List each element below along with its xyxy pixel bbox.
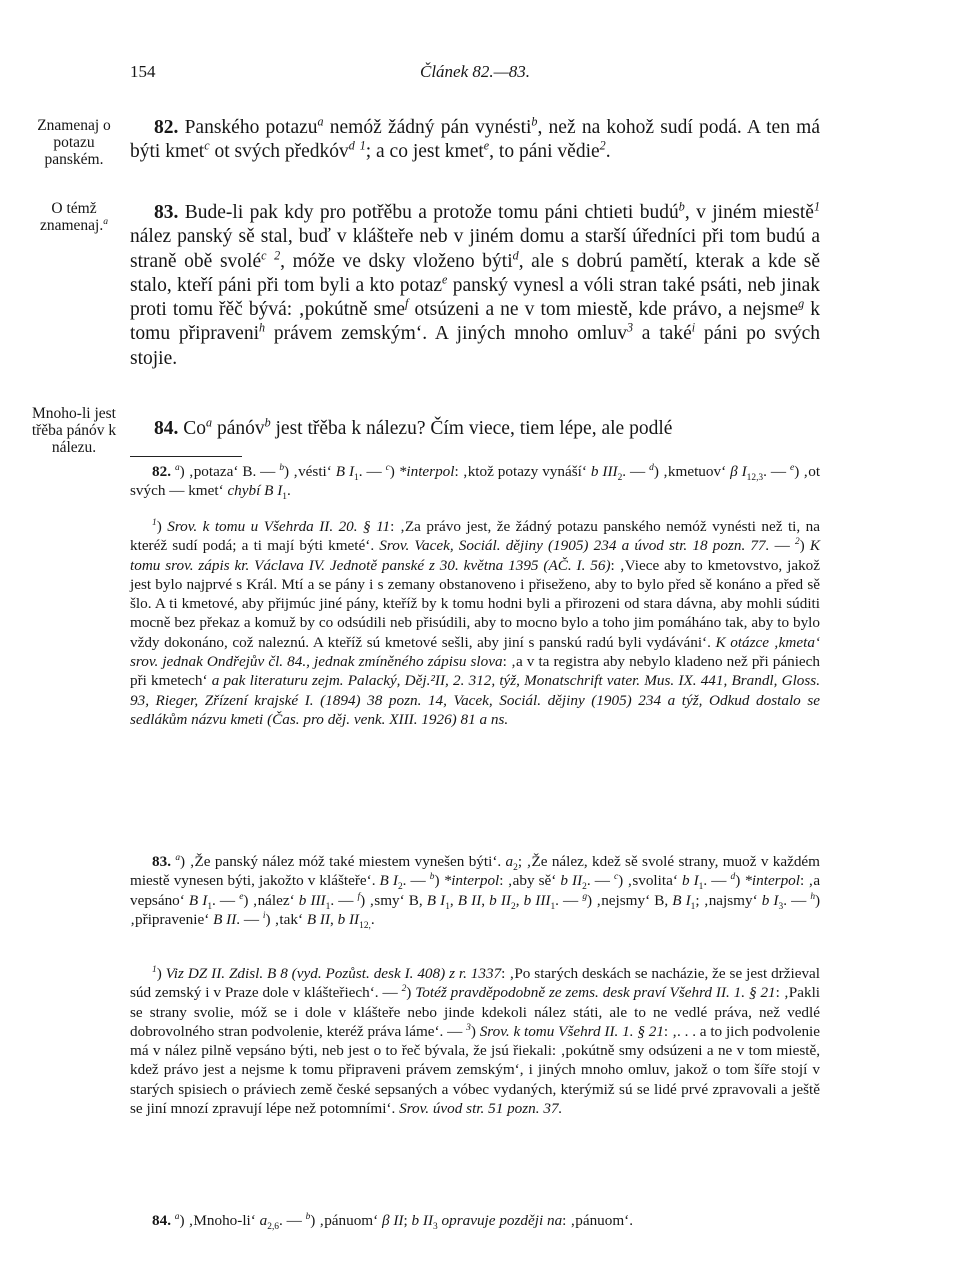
variant-mark: a — [174, 462, 180, 473]
variant-mark: b — [264, 415, 271, 430]
siglum-sub: 2 — [513, 863, 518, 874]
variant-text: ) ‚ot svých — kmet‘ — [130, 463, 821, 500]
footnote-mark: 3 — [466, 1022, 471, 1033]
variant-text: . — [286, 482, 291, 500]
siglum-sub: 2, — [751, 473, 759, 484]
siglum-sub: 6 — [274, 1222, 279, 1233]
variant-text: . — — [763, 463, 790, 480]
variant-text: . — — [358, 463, 386, 480]
interpol-label: *interpol — [744, 872, 800, 890]
footnotes-83 — [130, 964, 820, 1118]
variant-text: : ‚ktož potazy vynáší‘ — [454, 463, 591, 480]
siglum-sub: 1 — [207, 901, 213, 912]
footnote-citation: Srov. úvod str. 51 pozn. 37. — [399, 1100, 563, 1118]
variant-text: : ‚a vepsáno‘ — [130, 872, 821, 909]
siglum: II — [349, 910, 360, 928]
variant-mark: c — [613, 872, 619, 883]
page-header — [130, 62, 820, 84]
article-text: ot svých předkóv — [209, 141, 349, 163]
siglum: III — [602, 463, 618, 480]
variant-text: . — — [783, 891, 811, 909]
siglum-sub: 1 — [359, 920, 364, 931]
footnote-citation: Totéž pravděpodobně ze zems. desk praví Všehrd II. 1. § 21 — [415, 984, 776, 1002]
siglum: B II — [213, 910, 237, 928]
variant-text: . — — [212, 891, 240, 909]
siglum-sub: 1 — [690, 901, 696, 912]
variant-mark: c — [385, 462, 390, 473]
variant-mark: c — [261, 248, 267, 263]
siglum: B — [672, 891, 686, 909]
variant-text: ) ‚připravenie‘ — [130, 891, 821, 928]
siglum: I — [348, 463, 355, 480]
margin-note-84: Mnoho-li jest třěba pánóv k nálezu. — [31, 405, 117, 456]
article-text: Panského potazu — [178, 117, 318, 138]
article-number: 83. — [154, 202, 179, 223]
siglum: B — [426, 891, 441, 909]
variant-mark: e — [239, 891, 244, 902]
variant-text: ; — [403, 1212, 412, 1229]
variant-note: chybí — [227, 482, 261, 500]
footnote-divider — [130, 456, 242, 457]
article-text: Bude-li pak kdy pro potřěbu a protože tomu páni chtieti budú — [178, 202, 679, 223]
siglum: b — [590, 463, 603, 480]
article-number: 84. — [154, 418, 179, 439]
article-text: jest třěba k nálezu? Čím viece, tiem lépe, ale podlé — [270, 418, 673, 439]
variant-mark: c — [204, 138, 210, 153]
variant-text: , — [515, 891, 524, 909]
siglum: B — [379, 872, 393, 890]
siglum-sub: 1 — [445, 901, 450, 912]
siglum: I — [440, 891, 446, 909]
variant-number: 82. — [152, 463, 171, 480]
footnote-text: ) — [470, 1022, 480, 1040]
article-83 — [130, 201, 820, 371]
article-text: , to páni vědie — [489, 141, 600, 163]
variant-mark: h — [810, 891, 816, 902]
variant-text: . — — [236, 910, 263, 928]
variant-text: , — [481, 891, 490, 909]
siglum: B — [264, 482, 278, 500]
variant-text: . — — [703, 872, 731, 890]
variant-mark: d — [348, 138, 355, 153]
siglum: I — [685, 891, 691, 909]
siglum-sub: 1 — [698, 882, 704, 893]
variant-mark: e — [483, 138, 490, 153]
article-text: nález panský sě stal, buď v klášteře neb v jiném domu a starší úředníci při tom budú a straně obě svolé — [130, 226, 820, 272]
variants-84 — [130, 1211, 820, 1233]
interpol-label: *interpol — [398, 463, 455, 480]
siglum: a — [259, 1212, 268, 1229]
article-text: nemóž žádný pán vynésti — [323, 117, 532, 138]
variant-text: . — — [402, 872, 430, 890]
siglum-sub: 2 — [510, 901, 516, 912]
siglum: I — [773, 891, 779, 909]
footnote-mark: 2 — [401, 984, 407, 995]
variant-text: . — — [622, 463, 650, 480]
siglum: I — [693, 872, 699, 890]
variant-text: ) ‚tak‘ — [265, 910, 307, 928]
variant-mark: e — [442, 272, 448, 287]
siglum: b — [560, 872, 573, 890]
variant-text: ) ‚Že panský nález móž také miestem vynešen býti‘. — [180, 853, 506, 870]
siglum: b — [681, 872, 694, 890]
siglum: b — [523, 891, 536, 909]
footnote-text: : ‚. . . a to jich podvolenie má v nález pilně vepsáno býti, neb jest o to řeč bývala, že jsú řiekali: ‚pokútně smy odsúzeni a ne v tom miestě, kdež právo jest a nejsme k tomu připraveni právem zemským‘, i jiných mnoho omluv, jakož o tom šíře stojí v starých spisiech o práviech země české sepsaných a vóbec vydaných, kterýmiž sú se lidé prvé zpravovali a ještě se jiní mnozí zpravují lépe než potomními‘. — [130, 1022, 820, 1118]
article-text: , v jiném miestě — [684, 202, 814, 223]
variant-text: ; ‚Že nález, kdež sě svolé strany, muož v každém miestě vynesen býti, jakožto v klášteře‘. — [130, 853, 820, 890]
siglum: II — [500, 891, 511, 909]
variant-mark: i — [262, 910, 266, 921]
variant-text: ) — [434, 872, 444, 890]
footnote-mark: 2 — [794, 537, 800, 548]
footnotes-82 — [130, 517, 820, 729]
siglum-sub: 2, — [267, 1222, 275, 1233]
variant-mark: f — [357, 891, 361, 902]
margin-note-82: Znamenaj o potazu panském. — [37, 117, 111, 168]
variant-mark: a — [174, 1211, 180, 1222]
footnote-text: ) — [406, 984, 416, 1002]
siglum-sub: 2 — [617, 473, 623, 484]
article-text: a co jest kmet — [371, 141, 484, 163]
siglum: b — [489, 891, 501, 909]
variant-mark: d — [649, 462, 654, 473]
footnote-citation: K tomu srov. zápis kr. Václava IV. Jednotě panské z 30. května 1395 (AČ. I. 56) — [130, 537, 821, 574]
article-number: 82. — [154, 117, 179, 138]
footnote-mark: 2 — [274, 248, 281, 263]
variant-text: ) ‚kmetuov‘ — [653, 463, 731, 480]
variant-mark: a — [175, 852, 181, 863]
siglum: III — [535, 891, 551, 909]
article-text: otsúzeni a ne v tom miestě, kde právo, a nejsme — [408, 299, 799, 321]
article-text: , než na kohož sudí podá. A ten má býti kmet — [130, 117, 820, 163]
siglum-sub: 2 — [582, 882, 587, 893]
siglum: I — [202, 891, 208, 909]
siglum: II — [572, 872, 583, 890]
variant-mark: i — [691, 320, 696, 335]
siglum: b — [337, 910, 349, 928]
variant-text: ) — [389, 463, 399, 480]
variant-mark: b — [429, 872, 435, 883]
article-82: 82. Panského potazu$^a$ nemóž žádný pán vynésti$^b$, než na kohož sudí podá. A ten má býti kmet$^c$ ot svých předkóv$^d$ $^1$; a co jest kmet$^e$, to páni vědie$^2$. — [130, 114, 820, 163]
footnote-text: : ‚a v ta registra aby nebylo kladeno než při pániech při kmetech‘ — [130, 653, 820, 690]
interpol-label: *interpol — [443, 872, 500, 890]
footnote-mark: 2 — [599, 138, 606, 153]
siglum: I — [277, 482, 283, 500]
variant-text: ) ‚svolita‘ — [618, 872, 682, 890]
variant-mark: d — [512, 248, 519, 263]
variant-text: : ‚pánuom‘. — [562, 1212, 634, 1229]
article-text: právem zemským‘. A jiných mnoho omluv — [265, 323, 627, 345]
variant-number: 83. — [152, 853, 171, 870]
siglum: b — [761, 891, 774, 909]
variant-text: . — — [555, 891, 583, 909]
siglum: b — [298, 891, 311, 909]
siglum-sub: 1 — [325, 901, 331, 912]
variant-mark: b — [678, 199, 685, 214]
article-text: , ale s dobrú pamětí, kterak a kde sě stalo, kteří páni při tom byli a kto potaz — [130, 250, 820, 296]
variants-82 — [130, 462, 820, 501]
variant-mark: b — [531, 114, 538, 129]
footnote-citation: a pak literaturu zejm. Palacký, Děj.²II, 2. 312, týž, Monatschrift vater. Mus. IX. 441, Brandl, Gloss. 93, Rieger, Zřízení krajské I. (1894) 38 pozn. 14, Vacek, Sociál. dějiny (1905) 234 a týž, Odkud dostalo se sedlákům názvu kmeti (Čas. pro děj. venk. XIII. 1926) 81 a ns. — [130, 672, 820, 728]
siglum-sub: 3 — [758, 473, 764, 484]
footnote-text: ) — [156, 965, 166, 982]
siglum-sub: 2, — [363, 920, 371, 931]
siglum-sub: 1 — [550, 901, 556, 912]
siglum-sub: 3 — [778, 901, 784, 912]
variant-mark: g — [582, 891, 588, 902]
article-text: panský vynesl a vóli stran také psáti, neb jinak proti tomu řěč bývá: ‚pokútně sme — [130, 274, 820, 321]
variant-mark: a — [317, 114, 324, 129]
article-text: páni po svých stojie. — [130, 323, 821, 369]
variant-mark: a — [206, 415, 213, 430]
footnote-mark: 1 — [813, 199, 820, 214]
page-number: 154 — [130, 62, 156, 81]
variant-text: ) ‚potaza‘ B. — — [179, 463, 280, 480]
siglum: b — [411, 1212, 423, 1229]
siglum: B II — [457, 891, 482, 909]
variant-text: , — [449, 891, 458, 909]
variant-text: ) ‚nejsmy‘ B, — [587, 891, 673, 909]
variant-number: 84. — [152, 1212, 171, 1229]
variant-mark: h — [259, 320, 266, 335]
article-text: , móže ve dsky vloženo býti — [280, 250, 513, 272]
footnote-citation: Srov. k tomu Všehrd II. 1. § 21 — [479, 1022, 664, 1040]
variant-mark: b — [305, 1211, 311, 1222]
footnote-mark: 1 — [359, 138, 366, 153]
variant-text: : ‚aby sě‘ — [499, 872, 561, 890]
footnote-citation: Srov. Vacek, Sociál. dějiny (1905) 234 a úvod str. 18 pozn. 77. — [379, 537, 770, 555]
margin-note-83-text: O témž znamenaj. — [39, 200, 104, 234]
variant-text: . — [370, 910, 375, 928]
footnote-text: ) — [799, 537, 810, 555]
footnote-mark: 1 — [152, 964, 157, 975]
article-text: . — [605, 141, 611, 163]
variant-mark: g — [798, 296, 805, 311]
siglum: B II — [306, 910, 331, 928]
article-text: a také — [633, 323, 692, 345]
variant-text: . — — [586, 872, 614, 890]
variant-text: . — — [279, 1212, 306, 1229]
variant-note: opravuje později na — [437, 1212, 563, 1229]
variant-text: ) ‚smy‘ B, — [360, 891, 427, 909]
variant-text: , — [330, 910, 338, 928]
article-text: pánóv — [212, 418, 265, 439]
article-text: k tomu připraveni — [130, 299, 820, 345]
footnote-mark: 1 — [152, 517, 157, 528]
variants-83 — [130, 852, 820, 929]
footnote-text: : ‚Pakli se strany svolie, móž se i dole v klášteře nebo jinde kdekoli nález státi, ale to ne vedlé práva, než vedlé dobrovolného stran podvolenie, kteréž práva láme‘. — — [130, 984, 821, 1040]
siglum: III — [310, 891, 326, 909]
footnote-text: — — [769, 537, 795, 555]
siglum: β — [730, 463, 742, 480]
footnote-citation: Viz DZ II. Zdisl. B 8 (vyd. Pozůst. desk I. 408) z r. 1337 — [165, 965, 502, 982]
variant-text: ) ‚pánuom‘ — [310, 1212, 382, 1229]
footnote-mark: 3 — [626, 320, 634, 335]
siglum: II — [422, 1212, 434, 1229]
variant-text: ) ‚vésti‘ — [284, 463, 336, 480]
running-head: Článek 82.—83. — [419, 62, 531, 81]
footnote-text: : ‚Viece aby to kmetovstvo, jakož jest bylo najprvé s Král. Mtí a se pány i s zemany obstanoveno i přiseženo, aby to bylo před sě konáno a před sě šlo. A ti kmetové, aby přijmúc jiné pány, kteříž by k tomu hodni byli a přirozeni od stara dávna, aby mohli súditi mocně bez překaz a komuž by co odsúdili neb přisúdili, aby to mocno bylo a toho jim pomáháno tak, aby to bylo vždy dokonáno, což naleznú. A kteříž sú kmetové sešli, aby jiní s panskú radú byli vydáváni‘. — [130, 556, 821, 651]
margin-note-83-sup: a — [103, 215, 109, 227]
variant-mark: f — [405, 296, 409, 311]
siglum: β — [381, 1212, 394, 1229]
variant-text: ) ‚nález‘ — [243, 891, 299, 909]
footnote-citation: K otázce ‚kmeta‘ srov. jednak Ondřejův čl. 84., jednak zmíněného zápisu slova — [130, 633, 821, 671]
siglum: II — [393, 1212, 404, 1229]
siglum: a — [505, 853, 514, 870]
siglum: B — [335, 463, 349, 480]
footnote-citation: Srov. k tomu u Všehrda II. 20. § 11 — [167, 518, 391, 535]
footnote-text: ) — [156, 518, 168, 535]
siglum: I — [392, 872, 398, 890]
siglum-sub: 3 — [433, 1222, 438, 1233]
siglum-sub: 2 — [397, 882, 403, 893]
siglum-sub: 1 — [282, 492, 287, 503]
footnote-text: : ‚Za právo jest, že žádný potazu panského nemóž vynésti než ti, na kteréž sudí podá; a ti mají býti kmeté‘. — [130, 518, 820, 555]
margin-note-83 — [26, 200, 122, 234]
article-text: Co — [178, 418, 207, 439]
variant-text: ) ‚Mnoho-li‘ — [179, 1212, 260, 1229]
footnote-text: : ‚Po starých deskách se nacházie, že se jest držieval súd zemský i v Praze dole v klášteřiech‘. — — [130, 965, 820, 1002]
variant-mark: b — [279, 462, 285, 473]
siglum-sub: 1 — [746, 473, 752, 484]
siglum: I — [741, 463, 747, 480]
article-84 — [130, 417, 820, 441]
siglum-sub: 1 — [354, 473, 359, 484]
variant-text: ) — [735, 872, 745, 890]
variant-mark: d — [730, 872, 736, 883]
variant-text: . — — [330, 891, 358, 909]
variant-text: ; ‚najsmy‘ — [695, 891, 762, 909]
siglum: B — [188, 891, 203, 909]
variant-mark: e — [790, 462, 795, 473]
